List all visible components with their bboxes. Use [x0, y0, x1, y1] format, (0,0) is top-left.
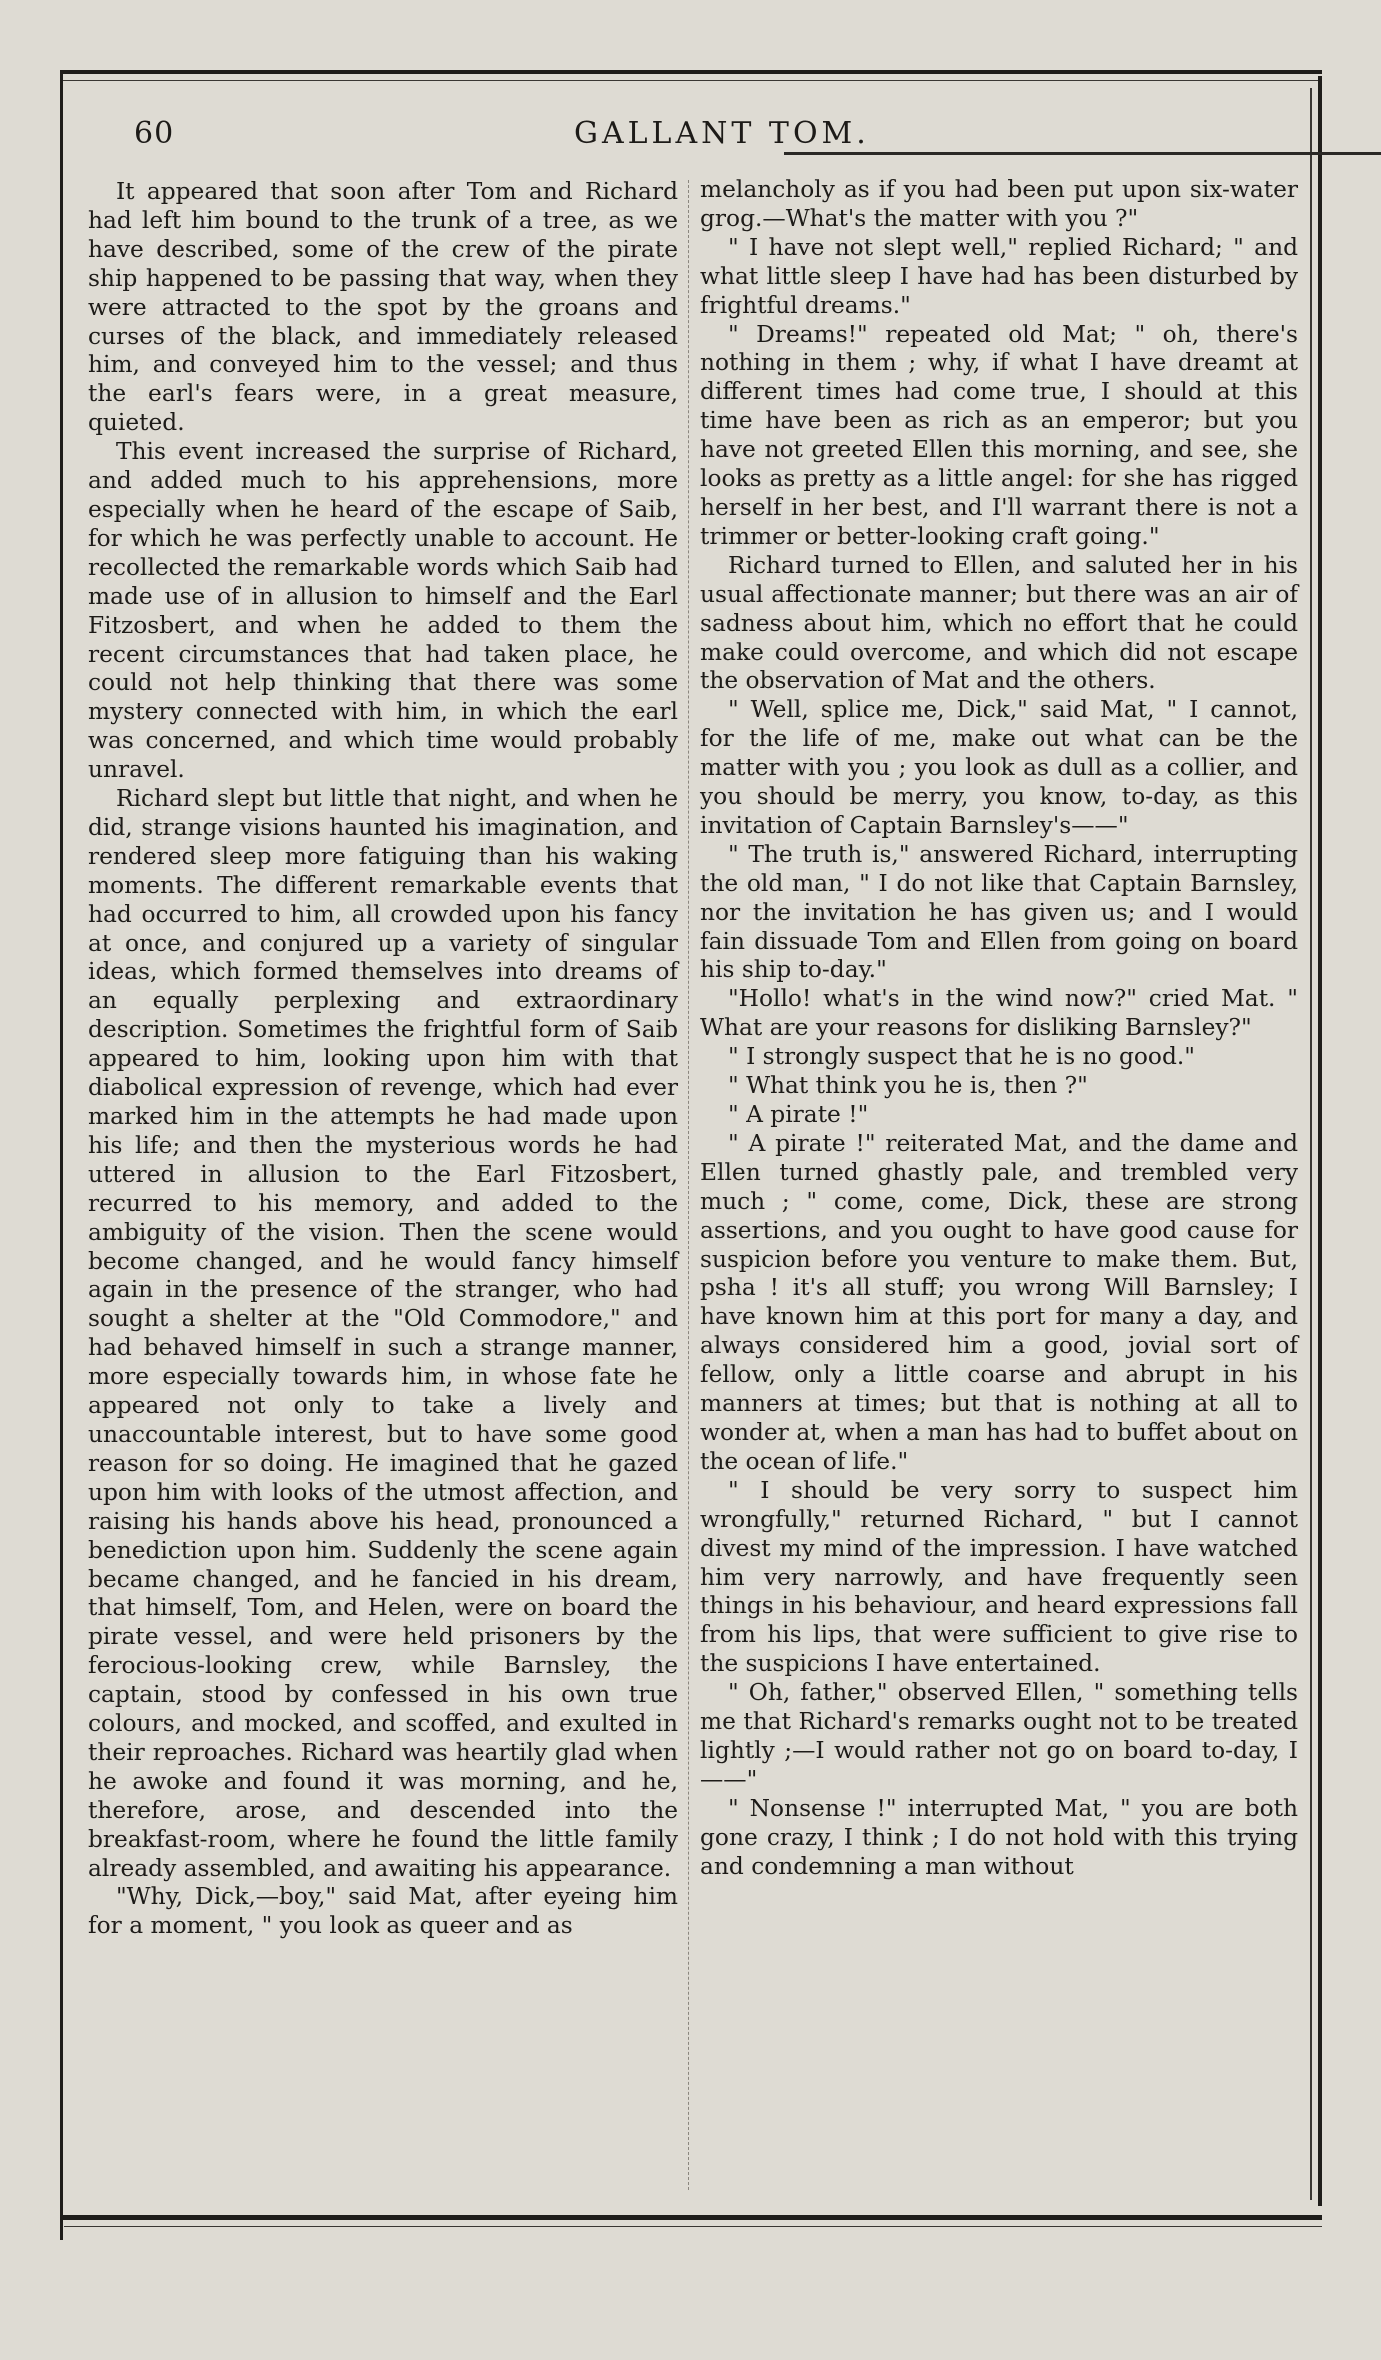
page-number: 60 — [134, 116, 175, 151]
right-column — [700, 176, 1298, 1881]
page-border-right — [1318, 76, 1322, 2206]
paragraph: " The truth is," answered Richard, interrupting the old man, " I do not like that Captain Barnsley, nor the invitation he has given us; and I would fain dissuade Tom and Ellen from going on board his ship to-day." — [700, 840, 1298, 984]
page-border-top-inner — [60, 80, 1322, 81]
page-border-top — [60, 70, 1322, 74]
paragraph: "Why, Dick,—boy," said Mat, after eyeing him for a moment, " you look as queer and as — [88, 1883, 678, 1940]
paragraph: It appeared that soon after Tom and Richard had left him bound to the trunk of a tree, as we have described, some of the crew of the pirate ship happened to be passing that way, when they were attracted to the spot by the groans and curses of the black, and immediately released him, and conveyed him to the vessel; and thus the earl's fears were, in a great measure, quieted. — [88, 178, 678, 437]
left-column — [88, 178, 678, 1941]
paragraph: " A pirate !" — [727, 1101, 869, 1128]
paragraph: " A pirate !" reiterated Mat, and the dame and Ellen turned ghastly pale, and trembled very much ; " come, come, Dick, these are strong assertions, and you ought to have good cause for suspicion before you venture to make them. But, psha ! it's all stuff; you wrong Will Barnsley; I have known him at this port for many a day, and always considered him a good, jovial sort of fellow, only a little coarse and abrupt in his manners at times; but that is nothing at all to wonder at, when a man has had to buffet about on the ocean of life." — [700, 1129, 1298, 1475]
paragraph: Richard turned to Ellen, and saluted her in his usual affectionate manner; but there was an air of sadness about him, which no effort that he could make could overcome, and which did not escape the observation of Mat and the others. — [700, 551, 1298, 695]
column-divider — [688, 180, 690, 2190]
page-header — [84, 112, 1294, 162]
paragraph: " Well, splice me, Dick," said Mat, " I cannot, for the life of me, make out what can be the matter with you ; you look as dull as a collier, and you should be merry, you know, to-day, as this invitation of Captain Barnsley's——" — [700, 696, 1298, 839]
paragraph: " I strongly suspect that he is no good." — [727, 1043, 1195, 1071]
paragraph: This event increased the surprise of Richard, and added much to his apprehensions, more especially when he heard of the escape of Saib, for which he was perfectly unable to account. He recollected the remarkable words which Saib had made use of in allusion to himself and the Earl Fitzosbert, and when he added to them the recent circumstances that had taken place, he could not help thinking that there was some mystery connected with him, in which the earl was concerned, and which time would probably unravel. — [88, 438, 678, 784]
paragraph: "Hollo! what's in the wind now?" cried Mat. " What are your reasons for disliking Barnsley?" — [700, 985, 1298, 1042]
page-border-right-inner — [1310, 88, 1312, 2200]
paragraph: " I have not slept well," replied Richard; " and what little sleep I have had has been disturbed by frightful dreams." — [700, 233, 1298, 319]
page-border-left — [60, 70, 63, 2240]
page-border-bottom — [60, 2215, 1322, 2220]
paragraph: Richard slept but little that night, and when he did, strange visions haunted his imagination, and rendered sleep more fatiguing than his waking moments. The different remarkable events that had occurred to him, all crowded upon his fancy at once, and conjured up a variety of singular ideas, which formed themselves into dreams of an equally perplexing and extraordinary description. Sometimes the frightful form of Saib appeared to him, looking upon him with that diabolical expression of revenge, which had ever marked him in the attempts he had made upon his life; and then the mysterious words he had uttered in allusion to the Earl Fitzosbert, recurred to his memory, and added to the ambiguity of the vision. Then the scene would become changed, and he would fancy himself again in the presence of the stranger, who had sought a shelter at the "Old Commodore," and had behaved himself in such a strange manner, more especially towards him, in whose fate he appeared not only to take a lively and unaccountable interest, but to have some good reason for so doing. He imagined that he gazed upon him with looks of the utmost affection, and raising his hands above his head, pronounced a benediction upon him. Suddenly the scene again became changed, and he fancied in his dream, that himself, Tom, and Helen, were on board the pirate vessel, and were held prisoners by the ferocious-looking crew, while Barnsley, the captain, stood by confessed in his own true colours, and mocked, and scoffed, and exulted in their reproaches. Richard was heartily glad when he awoke and found it was morning, and he, therefore, arose, and descended into the breakfast-room, where he found the little family already assembled, and awaiting his appearance. — [88, 785, 678, 1882]
page-border-bottom-inner — [64, 2226, 1322, 2227]
paragraph: melancholy as if you had been put upon six-water grog.—What's the matter with you ?" — [700, 176, 1298, 232]
running-title: GALLANT TOM. — [574, 116, 870, 151]
paragraph: " What think you he is, then ?" — [727, 1072, 1088, 1100]
paragraph: " Nonsense !" interrupted Mat, " you are both gone crazy, I think ; I do not hold with this trying and condemning a man without — [700, 1794, 1298, 1880]
paragraph: " I should be very sorry to suspect him wrongfully," returned Richard, " but I cannot divest my mind of the impression. I have watched him very narrowly, and have frequently seen things in his behaviour, and heard expressions fall from his lips, that were sufficient to give rise to the suspicions I have entertained. — [700, 1476, 1298, 1678]
paragraph: " Oh, father," observed Ellen, " something tells me that Richard's remarks ought not to be treated lightly ;—I would rather not go on board to-day, I——" — [700, 1679, 1298, 1793]
header-rule — [784, 152, 1381, 155]
paragraph: " Dreams!" repeated old Mat; " oh, there's nothing in them ; why, if what I have dreamt at different times had come true, I should at this time have been as rich as an emperor; but you have not greeted Ellen this morning, and see, she looks as pretty as a little angel: for she has rigged herself in her best, and I'll warrant there is not a trimmer or better-looking craft going." — [700, 320, 1298, 550]
